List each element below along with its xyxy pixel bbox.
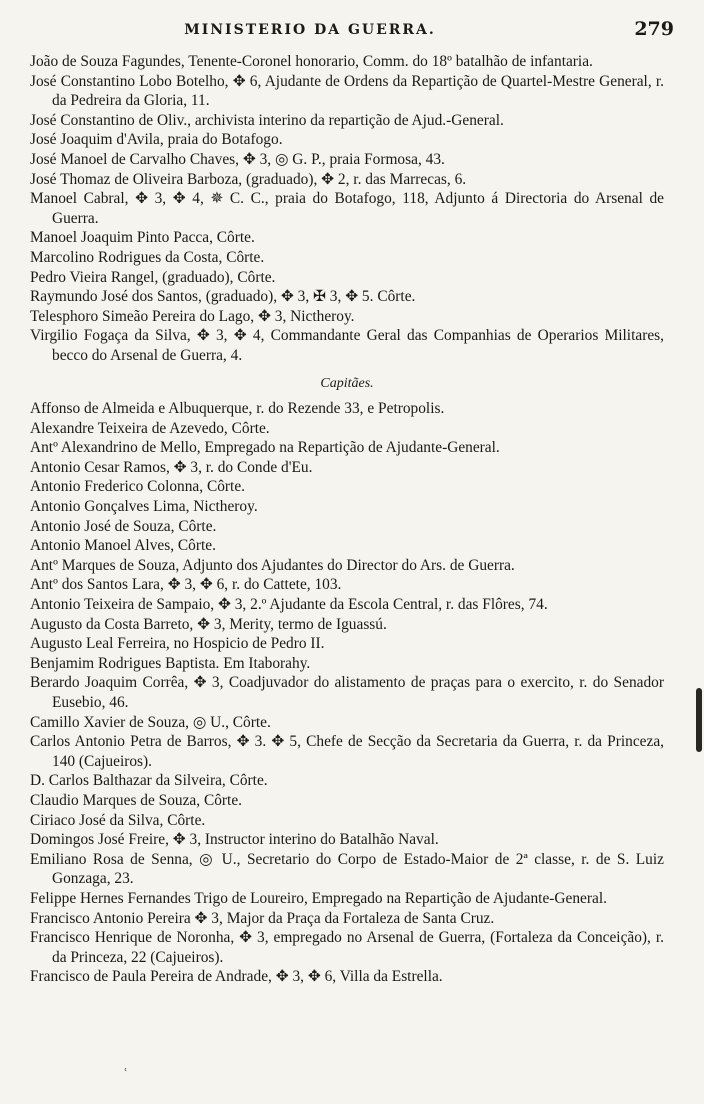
list-item: Raymundo José dos Santos, (graduado), ✥ 3, ✠ 3, ✥ 5. Côrte. xyxy=(30,288,416,306)
page-body xyxy=(30,52,664,987)
list-item: Affonso de Almeida e Albuquerque, r. do Rezende 33, e Petropolis. xyxy=(30,400,445,418)
list-item: Pedro Vieira Rangel, (graduado), Côrte. xyxy=(30,268,276,286)
list-item: Marcolino Rodrigues da Costa, Côrte. xyxy=(30,248,265,266)
section-title: Capitães. xyxy=(320,375,374,391)
list-item: Alexandre Teixeira de Azevedo, Côrte. xyxy=(30,419,270,437)
list-item: Antonio Cesar Ramos, ✥ 3, r. do Conde d'Eu. xyxy=(30,458,313,476)
list-item: José Manoel de Carvalho Chaves, ✥ 3, ◎ G. P., praia Formosa, 43. xyxy=(30,150,445,168)
list-item: Manoel Cabral, ✥ 3, ✥ 4, ✵ C. C., praia do Botafogo, 118, Adjunto á Directoria do Arsenal de Guerra. xyxy=(30,190,664,227)
list-item: José Constantino de Oliv., archivista interino da repartição de Ajud.-General. xyxy=(30,111,504,129)
list-item: Domingos José Freire, ✥ 3, Instructor interino do Batalhão Naval. xyxy=(30,831,439,849)
running-title: MINISTERIO DA GUERRA. xyxy=(184,22,436,38)
list-item: Claudio Marques de Souza, Côrte. xyxy=(30,791,243,809)
binding-edge-mark xyxy=(696,688,702,752)
list-item: José Thomaz de Oliveira Barboza, (graduado), ✥ 2, r. das Marrecas, 6. xyxy=(30,170,467,188)
footer-mark: ʿ xyxy=(124,1066,128,1080)
list-item: Francisco de Paula Pereira de Andrade, ✥ 3, ✥ 6, Villa da Estrella. xyxy=(30,968,443,986)
list-item: Telesphoro Simeão Pereira do Lago, ✥ 3, Nictheroy. xyxy=(30,307,355,325)
list-item: Manoel Joaquim Pinto Pacca, Côrte. xyxy=(30,229,255,247)
list-item: Antº Alexandrino de Mello, Empregado na Repartição de Ajudante-General. xyxy=(30,439,500,457)
list-item: Antonio Frederico Colonna, Côrte. xyxy=(30,478,246,496)
list-item: Ciriaco José da Silva, Côrte. xyxy=(30,811,206,829)
list-item: José Joaquim d'Avila, praia do Botafogo. xyxy=(30,131,283,149)
list-item: D. Carlos Balthazar da Silveira, Côrte. xyxy=(30,772,268,790)
list-item: Augusto Leal Ferreira, no Hospicio de Pedro II. xyxy=(30,635,325,653)
list-item: Camillo Xavier de Souza, ◎ U., Côrte. xyxy=(30,713,271,731)
list-item: Virgilio Fogaça da Silva, ✥ 3, ✥ 4, Commandante Geral das Companhias de Operarios Militares, becco do Arsenal de Guerra, 4. xyxy=(30,327,664,364)
list-item: Felippe Hernes Fernandes Trigo de Loureiro, Empregado na Repartição de Ajudante-General. xyxy=(30,889,607,907)
entry-list-capitaes xyxy=(30,399,664,987)
list-item: Antº Marques de Souza, Adjunto dos Ajudantes do Director do Ars. de Guerra. xyxy=(30,556,515,574)
list-item: Francisco Henrique de Noronha, ✥ 3, empregado no Arsenal de Guerra, (Fortaleza da Conceição), r. da Princeza, 22 (Cajueiros). xyxy=(30,929,664,966)
list-item: Antonio Manoel Alves, Côrte. xyxy=(30,537,216,555)
list-item: Benjamim Rodrigues Baptista. Em Itaborahy. xyxy=(30,654,311,672)
list-item: Antonio José de Souza, Côrte. xyxy=(30,517,217,535)
entry-list-upper xyxy=(30,52,664,366)
list-item: Antº dos Santos Lara, ✥ 3, ✥ 6, r. do Cattete, 103. xyxy=(30,576,342,594)
page-number: 279 xyxy=(634,18,674,40)
list-item: Berardo Joaquim Corrêa, ✥ 3, Coadjuvador do alistamento de praças para o exercito, r. do Senador Eusebio, 46. xyxy=(30,674,664,711)
list-item: Carlos Antonio Petra de Barros, ✥ 3. ✥ 5, Chefe de Secção da Secretaria da Guerra, r. da Princeza, 140 (Cajueiros). xyxy=(30,733,664,770)
list-item: Antonio Gonçalves Lima, Nictheroy. xyxy=(30,498,258,516)
page-header xyxy=(0,18,704,42)
list-item: João de Souza Fagundes, Tenente-Coronel honorario, Comm. do 18º batalhão de infantaria. xyxy=(30,53,593,70)
list-item: Francisco Antonio Pereira ✥ 3, Major da Praça da Fortaleza de Santa Cruz. xyxy=(30,909,495,927)
list-item: Augusto da Costa Barreto, ✥ 3, Merity, termo de Iguassú. xyxy=(30,615,387,633)
list-item: Antonio Teixeira de Sampaio, ✥ 3, 2.º Ajudante da Escola Central, r. das Flôres, 74. xyxy=(30,596,548,614)
list-item: José Constantino Lobo Botelho, ✥ 6, Ajudante de Ordens da Repartição de Quartel-Mestre General, r. da Pedreira da Gloria, 11. xyxy=(30,72,664,110)
list-item: Emiliano Rosa de Senna, ◎ U., Secretario do Corpo de Estado-Maior de 2ª classe, r. de S. Luiz Gonzaga, 23. xyxy=(30,850,664,888)
